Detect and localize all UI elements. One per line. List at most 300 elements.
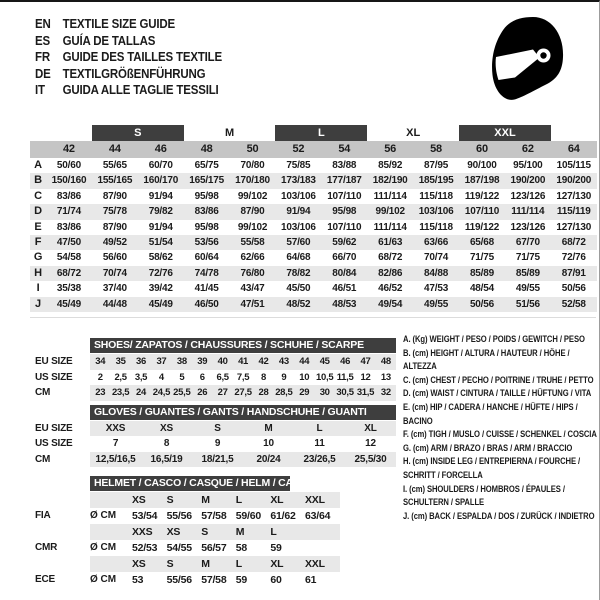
table-cell: 47/53 bbox=[424, 283, 449, 295]
measurement-legend bbox=[403, 333, 600, 523]
column-header: 58 bbox=[430, 143, 442, 155]
table-cell: 44 bbox=[299, 356, 310, 367]
column-header: 62 bbox=[521, 143, 534, 155]
table-cell: 56/60 bbox=[102, 252, 127, 264]
table-cell: 39/42 bbox=[148, 283, 173, 295]
table-cell: 41/45 bbox=[194, 283, 219, 295]
row-letter-spacer bbox=[30, 141, 46, 158]
table-cell: L bbox=[316, 422, 323, 434]
guide-title: TEXTILGRÖßENFÜHRUNG bbox=[62, 66, 206, 81]
table-cell: 82/86 bbox=[378, 267, 403, 279]
table-cell: 43 bbox=[278, 356, 289, 367]
row-label: EU SIZE bbox=[35, 422, 73, 434]
table-cell: 87/90 bbox=[240, 206, 265, 218]
table-cell: 70/80 bbox=[240, 160, 265, 171]
size-row bbox=[35, 354, 396, 370]
table-cell: 72/76 bbox=[148, 267, 173, 279]
column-header: 60 bbox=[476, 143, 488, 155]
table-cell: 76/80 bbox=[240, 267, 265, 279]
size-group-XXL: XXL bbox=[459, 125, 551, 141]
size-row bbox=[35, 421, 396, 437]
table-cell: 119/122 bbox=[464, 221, 500, 233]
language-row bbox=[35, 33, 222, 50]
language-code: FR bbox=[35, 50, 50, 64]
table-cell: 68/72 bbox=[561, 236, 586, 248]
table-cell: 35/38 bbox=[56, 283, 81, 295]
row-letter: F bbox=[34, 235, 42, 248]
table-cell: 61/63 bbox=[378, 236, 403, 248]
table-cell: 59/62 bbox=[332, 236, 357, 248]
gloves-table-title: GLOVES / GUANTES / GANTS / HANDSCHUHE / GUANTI bbox=[90, 405, 396, 420]
table-cell: 24,5 bbox=[152, 387, 171, 398]
table-cell: 105/115 bbox=[556, 160, 591, 171]
size-row bbox=[35, 452, 396, 468]
table-cell: 20/24 bbox=[256, 453, 281, 465]
table-cell: XS bbox=[160, 422, 173, 434]
helmet-title-row bbox=[35, 476, 396, 492]
table-cell: 40 bbox=[217, 356, 228, 367]
table-cell bbox=[305, 540, 340, 556]
table-cell: 63/66 bbox=[424, 236, 449, 248]
table-cell: 99/102 bbox=[237, 221, 268, 233]
guide-title: GUIDE DES TAILLES TEXTILE bbox=[62, 50, 223, 64]
table-cell: 65/68 bbox=[469, 236, 494, 248]
table-cell: 7 bbox=[112, 438, 119, 449]
unit-label: Ø CM bbox=[90, 574, 117, 585]
size-header-cell: M bbox=[235, 526, 245, 538]
helmet-value-row bbox=[35, 508, 396, 524]
table-cell: 23 bbox=[95, 387, 106, 398]
table-cell: 58 bbox=[235, 542, 248, 554]
row-label: CM bbox=[35, 453, 51, 465]
guide-title: TEXTILE SIZE GUIDE bbox=[62, 17, 175, 31]
table-cell: 2,5 bbox=[114, 371, 127, 383]
table-cell: 107/110 bbox=[464, 206, 500, 218]
table-cell: 47/51 bbox=[240, 298, 265, 310]
table-cell: 49/52 bbox=[102, 236, 127, 248]
table-cell: 48/53 bbox=[332, 298, 357, 310]
helmet-size-row bbox=[35, 492, 396, 508]
table-cell: 52/58 bbox=[561, 298, 586, 310]
legend-item: D. (cm) WAIST / CINTURA / TAILLE / HÜFTUNG / VITA bbox=[403, 388, 592, 399]
table-cell: 53/56 bbox=[194, 236, 219, 248]
table-cell: 50/56 bbox=[561, 283, 586, 295]
column-header: 44 bbox=[108, 143, 121, 155]
measurement-row bbox=[30, 266, 597, 281]
table-cell: 90/100 bbox=[467, 160, 497, 171]
table-cell: 127/130 bbox=[556, 190, 592, 202]
shoes-table bbox=[35, 338, 396, 401]
unit-spacer bbox=[90, 556, 132, 572]
size-group-S: S bbox=[92, 125, 184, 141]
language-row bbox=[35, 66, 222, 83]
legend-item: E. (cm) HIP / CADERA / HANCHE / HÜFTE / HIPS / BACINO bbox=[403, 401, 578, 426]
table-cell: 46/52 bbox=[378, 283, 403, 295]
measurement-row bbox=[30, 204, 597, 219]
row-letter: B bbox=[34, 174, 42, 187]
table-cell: 55/65 bbox=[102, 160, 127, 171]
row-letter: A bbox=[34, 159, 42, 171]
row-label: EU SIZE bbox=[35, 356, 73, 367]
shoes-title-row bbox=[35, 338, 396, 354]
table-cell: 91/94 bbox=[148, 221, 173, 233]
table-cell: 30,5 bbox=[336, 387, 354, 398]
spacer bbox=[35, 492, 90, 508]
row-letter: E bbox=[34, 220, 42, 233]
table-cell: 12 bbox=[365, 438, 376, 449]
shoes-table-rows bbox=[35, 354, 396, 401]
table-cell: 45/49 bbox=[148, 298, 173, 310]
legend-item: B. (cm) HEIGHT / ALTURA / HAUTEUR / HÖHE / ALTEZZA bbox=[403, 347, 570, 372]
table-cell: 63/64 bbox=[304, 510, 331, 522]
unit-spacer bbox=[90, 492, 132, 508]
table-cell: 42 bbox=[258, 356, 269, 367]
table-cell: 62/66 bbox=[240, 252, 265, 264]
table-cell: 53 bbox=[132, 574, 144, 586]
size-row bbox=[35, 385, 396, 401]
column-header: 48 bbox=[200, 143, 213, 155]
table-cell: 48/52 bbox=[286, 298, 311, 310]
row-values bbox=[90, 540, 396, 556]
table-cell: 111/114 bbox=[373, 190, 407, 202]
row-label: US SIZE bbox=[35, 371, 73, 383]
table-cell: 115/119 bbox=[556, 206, 591, 218]
size-row bbox=[35, 370, 396, 386]
measurement-row bbox=[30, 297, 597, 312]
language-row bbox=[35, 49, 222, 66]
table-cell: 59/60 bbox=[235, 510, 262, 522]
table-cell: 39 bbox=[197, 356, 208, 367]
table-cell: 25,5 bbox=[173, 387, 191, 398]
legend-item: A. (Kg) WEIGHT / PESO / POIDS / GEWITCH / PESO bbox=[403, 334, 585, 344]
table-cell: 29 bbox=[299, 387, 310, 398]
table-cell: 28,5 bbox=[275, 387, 293, 398]
table-cell: 58/62 bbox=[148, 252, 173, 264]
table-cell: 85/89 bbox=[515, 267, 540, 279]
table-cell: 85/89 bbox=[469, 267, 494, 279]
table-cell: 10,5 bbox=[316, 371, 334, 383]
table-cell: 54/55 bbox=[166, 542, 192, 554]
table-cell: 190/200 bbox=[556, 175, 592, 187]
table-cell: 51/56 bbox=[515, 298, 540, 310]
row-letter: G bbox=[33, 251, 43, 264]
table-cell: 16,5/19 bbox=[150, 453, 183, 465]
size-header-cell: L bbox=[270, 526, 277, 538]
table-cell: 55/58 bbox=[240, 236, 265, 248]
table-cell: 65/75 bbox=[194, 160, 219, 171]
table-cell: M bbox=[264, 422, 273, 434]
helmet-table-title: HELMET / CASCO / CASQUE / HELM / CASCO bbox=[90, 476, 290, 491]
table-cell: 50/60 bbox=[56, 160, 81, 171]
table-cell: 87/90 bbox=[102, 190, 127, 202]
table-cell: 68/72 bbox=[56, 267, 81, 279]
language-code: ES bbox=[35, 33, 50, 48]
table-cell: 87/90 bbox=[102, 221, 127, 233]
column-header: 64 bbox=[567, 143, 580, 155]
table-cell: 12,5/16,5 bbox=[95, 453, 136, 465]
table-cell: 50/56 bbox=[469, 298, 494, 310]
table-cell: 54/58 bbox=[56, 252, 81, 264]
size-header-band bbox=[90, 556, 340, 572]
table-cell: 111/114 bbox=[511, 206, 545, 218]
table-cell: 55/56 bbox=[166, 574, 192, 586]
table-cell: 103/106 bbox=[281, 190, 316, 202]
size-header-cell bbox=[305, 524, 340, 540]
table-cell: 18/21,5 bbox=[201, 453, 234, 465]
table-cell: 99/102 bbox=[375, 206, 405, 218]
table-cell: 182/190 bbox=[372, 175, 408, 187]
table-cell: 49/55 bbox=[515, 283, 540, 295]
table-cell: 95/100 bbox=[513, 160, 543, 171]
table-cell: 75/78 bbox=[102, 206, 127, 218]
table-cell: 185/195 bbox=[418, 175, 454, 187]
row-values bbox=[90, 452, 396, 468]
size-header-cell: M bbox=[201, 494, 210, 506]
size-header-cell: XXL bbox=[304, 494, 325, 506]
standard-label: FIA bbox=[35, 510, 51, 521]
unit-label: Ø CM bbox=[90, 510, 117, 521]
row-label: US SIZE bbox=[35, 438, 73, 449]
table-cell: 84/88 bbox=[424, 267, 449, 279]
table-cell: 6,5 bbox=[216, 371, 229, 383]
size-group-L: L bbox=[275, 125, 367, 141]
table-cell: 91/94 bbox=[286, 206, 311, 218]
table-cell: 37/40 bbox=[102, 283, 127, 295]
table-cell: 23,5 bbox=[111, 387, 130, 398]
legend-item: H. (cm) INSIDE LEG / ENTREPIERNA / FOURCHE / SCHRITT / FORCELLA bbox=[403, 456, 581, 480]
size-header-cell: XL bbox=[270, 558, 284, 570]
table-cell: 48/54 bbox=[469, 283, 494, 295]
table-cell: 57/58 bbox=[201, 574, 227, 586]
main-size-table bbox=[30, 123, 597, 312]
helmet-size-row bbox=[35, 524, 396, 540]
table-cell: 56/57 bbox=[201, 542, 227, 554]
table-cell: 9 bbox=[214, 438, 221, 449]
spacer bbox=[35, 467, 396, 476]
column-header-row bbox=[30, 141, 597, 158]
size-header-cell: L bbox=[235, 494, 242, 506]
table-cell: 43/47 bbox=[240, 283, 265, 295]
standard-label: ECE bbox=[35, 574, 55, 585]
table-cell: 107/110 bbox=[327, 221, 362, 233]
table-cell: 28 bbox=[258, 387, 269, 398]
measurement-row bbox=[30, 158, 597, 173]
gloves-table bbox=[35, 405, 396, 468]
size-header-cell: S bbox=[201, 526, 208, 538]
helmet-value-row bbox=[35, 572, 396, 588]
table-cell: 72/76 bbox=[561, 252, 586, 264]
table-cell: 51/54 bbox=[148, 236, 173, 248]
helmet-table bbox=[35, 476, 396, 588]
size-header-cell: XS bbox=[132, 494, 146, 506]
row-values bbox=[90, 354, 396, 370]
table-cell: 66/70 bbox=[332, 252, 357, 264]
row-values bbox=[90, 370, 396, 386]
column-header: 52 bbox=[292, 143, 305, 155]
table-cell: 45 bbox=[319, 356, 330, 367]
table-cell: 115/118 bbox=[419, 190, 453, 202]
guide-title: GUÍA DE TALLAS bbox=[62, 33, 156, 48]
table-cell: 30 bbox=[319, 387, 330, 398]
table-cell: 24 bbox=[136, 387, 146, 398]
table-cell: 32 bbox=[380, 387, 391, 398]
table-cell: 27,5 bbox=[234, 387, 252, 398]
table-cell: 103/106 bbox=[418, 206, 454, 218]
table-cell: 23/26,5 bbox=[303, 453, 336, 465]
row-values bbox=[90, 385, 396, 401]
table-cell: 68/72 bbox=[378, 252, 403, 264]
size-header-cell: XS bbox=[166, 526, 181, 538]
table-cell: 83/86 bbox=[56, 221, 81, 233]
table-cell: 52/53 bbox=[132, 542, 158, 554]
table-cell: 190/200 bbox=[510, 175, 546, 187]
table-cell: 3,5 bbox=[134, 371, 148, 383]
table-cell: 44/48 bbox=[102, 298, 127, 310]
size-header-band bbox=[90, 492, 340, 508]
column-header: 46 bbox=[154, 143, 167, 155]
table-cell: 61/62 bbox=[270, 510, 296, 522]
spacer bbox=[35, 556, 90, 572]
table-cell: 2 bbox=[97, 371, 103, 383]
measurement-row bbox=[30, 250, 597, 265]
table-cell: 45/50 bbox=[286, 283, 311, 295]
legend-item: G. (cm) ARM / BRAZO / BRAS / ARM / BRACCIO bbox=[403, 442, 573, 453]
table-cell: XXS bbox=[105, 422, 126, 434]
size-header-band bbox=[90, 524, 340, 540]
table-cell: 87/95 bbox=[424, 160, 449, 171]
table-cell: 57/60 bbox=[286, 236, 311, 248]
size-group-XL: XL bbox=[406, 127, 421, 139]
table-cell: 31,5 bbox=[356, 387, 375, 398]
table-cell: 79/82 bbox=[148, 206, 173, 218]
table-cell: S bbox=[214, 422, 221, 434]
size-group-spacer bbox=[551, 125, 597, 141]
table-cell: 38 bbox=[176, 356, 187, 367]
table-cell: 170/180 bbox=[235, 175, 270, 187]
table-cell: 103/106 bbox=[281, 221, 316, 233]
standard-label: CMR bbox=[35, 542, 58, 553]
table-cell: 37 bbox=[156, 356, 167, 367]
legend-item: C. (cm) CHEST / PECHO / POITRINE / TRUHE / PETTO bbox=[403, 374, 594, 385]
table-cell: 99/102 bbox=[237, 190, 268, 202]
column-header: 50 bbox=[246, 143, 259, 155]
table-cell: 34 bbox=[95, 356, 106, 367]
table-cell: 6 bbox=[199, 371, 205, 383]
table-cell: 115/118 bbox=[419, 221, 453, 233]
table-cell: 60 bbox=[270, 574, 282, 586]
table-cell: 55/56 bbox=[166, 510, 192, 522]
table-cell: 111/114 bbox=[373, 221, 407, 233]
table-cell: 127/130 bbox=[556, 221, 592, 233]
table-cell: 59 bbox=[270, 542, 282, 554]
size-header-cell: L bbox=[235, 558, 242, 570]
gloves-table-rows bbox=[35, 421, 396, 468]
table-cell: 91/94 bbox=[148, 190, 173, 202]
language-code: IT bbox=[35, 83, 45, 97]
language-code: EN bbox=[35, 17, 51, 31]
table-cell: 70/74 bbox=[102, 267, 127, 279]
table-cell: 8 bbox=[163, 438, 170, 449]
table-cell: 80/84 bbox=[332, 267, 357, 279]
table-cell: 71/75 bbox=[469, 252, 494, 264]
row-letter: I bbox=[36, 282, 40, 295]
helmet-table-rows bbox=[35, 492, 396, 588]
row-letter: J bbox=[35, 297, 41, 310]
measurement-row bbox=[30, 281, 597, 296]
measurement-row bbox=[30, 235, 597, 250]
table-cell: 165/175 bbox=[189, 175, 224, 187]
table-cell: 10 bbox=[299, 371, 310, 383]
table-cell: 27 bbox=[217, 387, 228, 398]
table-cell: 7,5 bbox=[236, 371, 250, 383]
size-header-cell: XS bbox=[132, 558, 146, 570]
table-cell: 47 bbox=[360, 356, 371, 367]
table-cell: 160/170 bbox=[143, 175, 179, 187]
table-cell: 36 bbox=[136, 356, 146, 367]
table-cell: 75/85 bbox=[286, 160, 311, 171]
size-group-spacer bbox=[30, 125, 92, 141]
row-values bbox=[90, 508, 396, 524]
table-cell: 70/74 bbox=[424, 252, 449, 264]
measurement-row bbox=[30, 189, 597, 204]
table-cell: 150/160 bbox=[51, 175, 87, 187]
table-cell: 87/91 bbox=[561, 267, 586, 279]
size-header-cell: S bbox=[166, 494, 174, 506]
size-header-cell: XXL bbox=[304, 558, 325, 570]
table-cell: 9 bbox=[281, 371, 287, 383]
language-row bbox=[35, 16, 222, 33]
table-cell: 107/110 bbox=[327, 190, 362, 202]
size-group-M: M bbox=[225, 127, 235, 139]
table-cell: 187/198 bbox=[464, 175, 500, 187]
table-cell: 49/54 bbox=[378, 298, 403, 310]
legend-item: F. (cm) TIGH / MUSLO / CUISSE / SCHENKEL / COSCIA bbox=[403, 429, 597, 440]
row-letter: H bbox=[34, 266, 42, 279]
gloves-title-row bbox=[35, 405, 396, 421]
table-cell: 123/126 bbox=[510, 221, 546, 233]
size-header-cell: M bbox=[201, 558, 210, 570]
table-cell: 46 bbox=[340, 356, 351, 367]
row-values bbox=[90, 421, 396, 437]
legend-item: I. (cm) SHOULDERS / HOMBROS / ÉPAULES / SCHULTERN / SPALLE bbox=[403, 483, 565, 508]
table-cell: 119/122 bbox=[464, 190, 500, 202]
table-cell: 64/68 bbox=[286, 252, 311, 264]
table-cell: 5 bbox=[179, 371, 185, 383]
table-cell: 61 bbox=[304, 574, 317, 586]
table-cell: 177/187 bbox=[326, 175, 362, 187]
table-cell: 12 bbox=[360, 371, 371, 383]
language-code: DE bbox=[35, 66, 51, 81]
racing-helmet-icon bbox=[486, 14, 566, 106]
size-header-cell: XL bbox=[270, 494, 284, 506]
section-divider bbox=[30, 317, 596, 318]
helmet-value-row bbox=[35, 540, 396, 556]
table-cell: 85/92 bbox=[378, 160, 403, 171]
table-cell: 47/50 bbox=[56, 236, 81, 248]
shoes-table-title: SHOES/ ZAPATOS / CHAUSSURES / SCHUHE / SCARPE bbox=[90, 338, 396, 353]
table-cell: 26 bbox=[197, 387, 208, 398]
table-cell: 48 bbox=[380, 356, 391, 367]
language-row bbox=[35, 82, 222, 99]
size-row bbox=[35, 436, 396, 452]
row-letter: C bbox=[34, 189, 42, 202]
table-cell: 83/88 bbox=[332, 160, 357, 171]
row-label: CM bbox=[35, 387, 51, 398]
accessory-tables bbox=[35, 338, 396, 588]
table-cell: XL bbox=[364, 422, 377, 434]
table-cell: 11 bbox=[314, 438, 325, 449]
table-cell: 95/98 bbox=[332, 206, 357, 218]
